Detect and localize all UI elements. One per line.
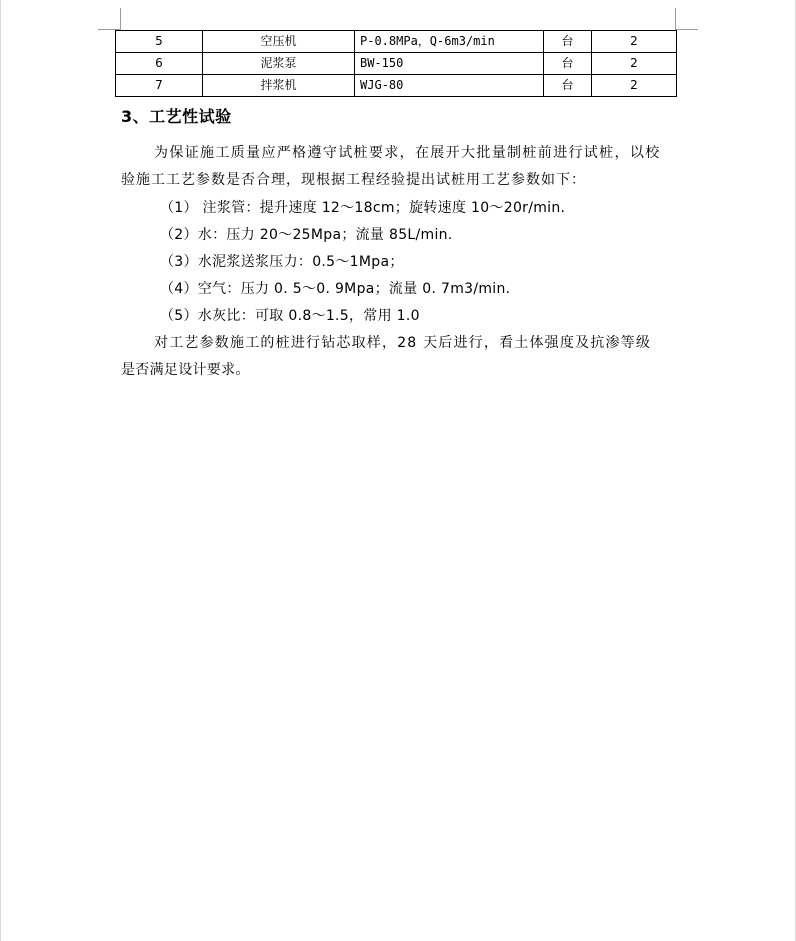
equipment-spec: WJG-80 [355, 75, 544, 97]
equipment-name: 泥浆泵 [203, 53, 355, 75]
equipment-unit: 台 [544, 53, 592, 75]
margin-mark-top-left-vertical [120, 8, 121, 30]
parameter-item: （3）水泥浆送浆压力：0.5～1Mpa； [160, 254, 404, 270]
equipment-unit: 台 [544, 75, 592, 97]
equipment-spec: BW-150 [355, 53, 544, 75]
parameter-item: （2）水：压力 20～25Mpa；流量 85L/min. [160, 227, 453, 243]
intro-paragraph-line: 为保证施工质量应严格遵守试桩要求，在展开大批量制桩前进行试桩，以校 [154, 145, 661, 161]
equipment-table [115, 30, 677, 97]
table-row [116, 75, 677, 97]
equipment-name: 空压机 [203, 31, 355, 53]
equipment-unit: 台 [544, 31, 592, 53]
equipment-quantity: 2 [592, 31, 677, 53]
margin-mark-top-right-vertical [675, 8, 676, 30]
row-number: 5 [116, 31, 203, 53]
closing-paragraph-line: 对工艺参数施工的桩进行钻芯取样，28 天后进行，看土体强度及抗渗等级 [154, 335, 652, 351]
intro-paragraph-line: 验施工工艺参数是否合理，现根据工程经验提出试桩用工艺参数如下： [121, 172, 586, 188]
equipment-quantity: 2 [592, 75, 677, 97]
table-row [116, 53, 677, 75]
parameter-item: （5）水灰比：可取 0.8～1.5，常用 1.0 [160, 308, 420, 324]
section-heading: 3、工艺性试验 [121, 107, 232, 126]
parameter-item: （1） 注浆管：提升速度 12～18cm；旋转速度 10～20r/min. [160, 200, 566, 216]
closing-paragraph-line: 是否满足设计要求。 [121, 362, 250, 378]
page-edge-left [0, 0, 1, 941]
equipment-quantity: 2 [592, 53, 677, 75]
equipment-spec: P-0.8MPa，Q-6m3/min [355, 31, 544, 53]
row-number: 6 [116, 53, 203, 75]
table-row [116, 31, 677, 53]
margin-mark-top-right-horizontal [676, 29, 698, 30]
equipment-name: 拌浆机 [203, 75, 355, 97]
parameter-item: （4）空气：压力 0. 5～0. 9Mpa；流量 0. 7m3/min. [160, 281, 511, 297]
row-number: 7 [116, 75, 203, 97]
